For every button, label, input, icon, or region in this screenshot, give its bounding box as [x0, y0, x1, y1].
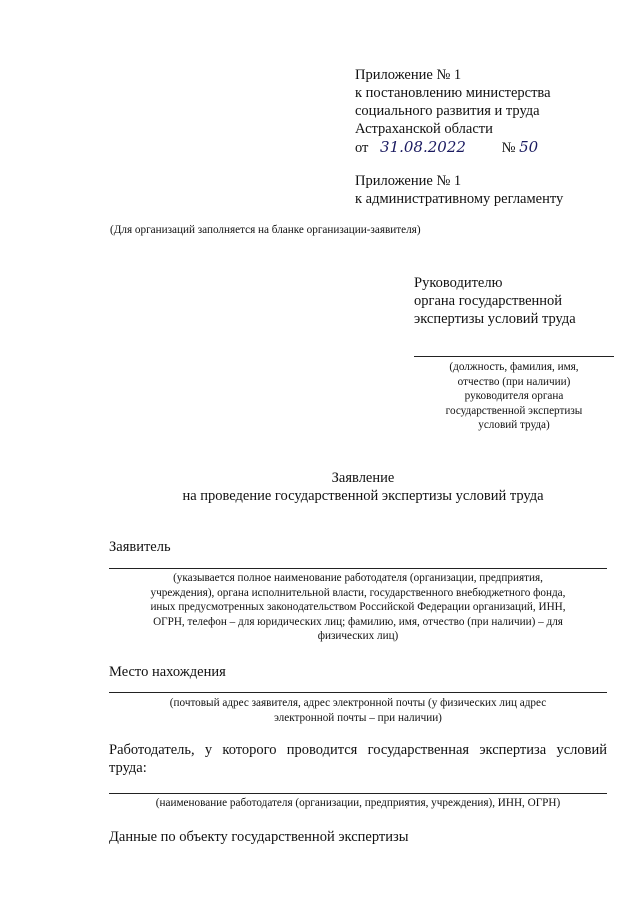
addressee-hint: (должность, фамилия, имя, отчество (при наличии) руководителя органа государственной экспертизы условий труда) — [445, 361, 583, 431]
appendix-1-date-line — [355, 138, 551, 157]
location-fill-line — [109, 692, 607, 693]
addressee-line: экспертизы условий труда — [414, 311, 576, 327]
addressee-line: органа государственной — [414, 293, 563, 309]
appendix-2-title: Приложение № 1 — [355, 173, 462, 189]
location-label: Место нахождения — [109, 664, 226, 680]
appendix-1-ref-line: Астраханской области — [355, 121, 493, 137]
number-prefix: № — [501, 140, 516, 156]
object-label: Данные по объекту государственной экспертизы — [109, 829, 409, 845]
addressee-line: Руководителю — [414, 275, 503, 291]
title-line-2: на проведение государственной экспертизы условий труда — [182, 488, 544, 504]
appendix-1-ref-line: к постановлению министерства — [355, 85, 551, 101]
title-line-1: Заявление — [331, 470, 395, 486]
addressee-block — [414, 274, 576, 328]
appendix-1-header — [355, 66, 551, 157]
employer-label: Работодатель, у которого проводится государственная экспертиза условий труда: — [109, 742, 607, 776]
employer-hint: (наименование работодателя (организации, предприятия, учреждения), ИНН, ОГРН) — [155, 797, 561, 809]
appendix-2-header — [355, 172, 563, 208]
handwritten-number: 50 — [519, 138, 539, 156]
handwritten-date: 31.08.2022 — [380, 138, 466, 156]
appendix-1-title: Приложение № 1 — [355, 67, 462, 83]
applicant-label: Заявитель — [109, 539, 171, 555]
employer-fill-line — [109, 793, 607, 794]
appendix-1-ref-line: социального развития и труда — [355, 103, 540, 119]
addressee-fill-line — [414, 356, 614, 357]
applicant-fill-line — [109, 568, 607, 569]
location-hint: (почтовый адрес заявителя, адрес электронной почты (у физических лиц адрес электронной почты – при наличии) — [169, 697, 547, 724]
applicant-hint: (указывается полное наименование работодателя (организации, предприятия, учреждения), органа исполнительной власти, государственного внебюджетного фонда, иных предусмотренных законодательством Российской Федерации организаций, ИНН, ОГРН, телефон – для юридических лиц; фамилию, имя, отчество (при наличии) – для физических лиц) — [150, 572, 566, 642]
document-title — [0, 469, 640, 505]
organization-note: (Для организаций заполняется на бланке организации-заявителя) — [110, 224, 421, 236]
appendix-2-ref-line: к административному регламенту — [355, 191, 564, 207]
date-prefix: от — [355, 140, 369, 156]
